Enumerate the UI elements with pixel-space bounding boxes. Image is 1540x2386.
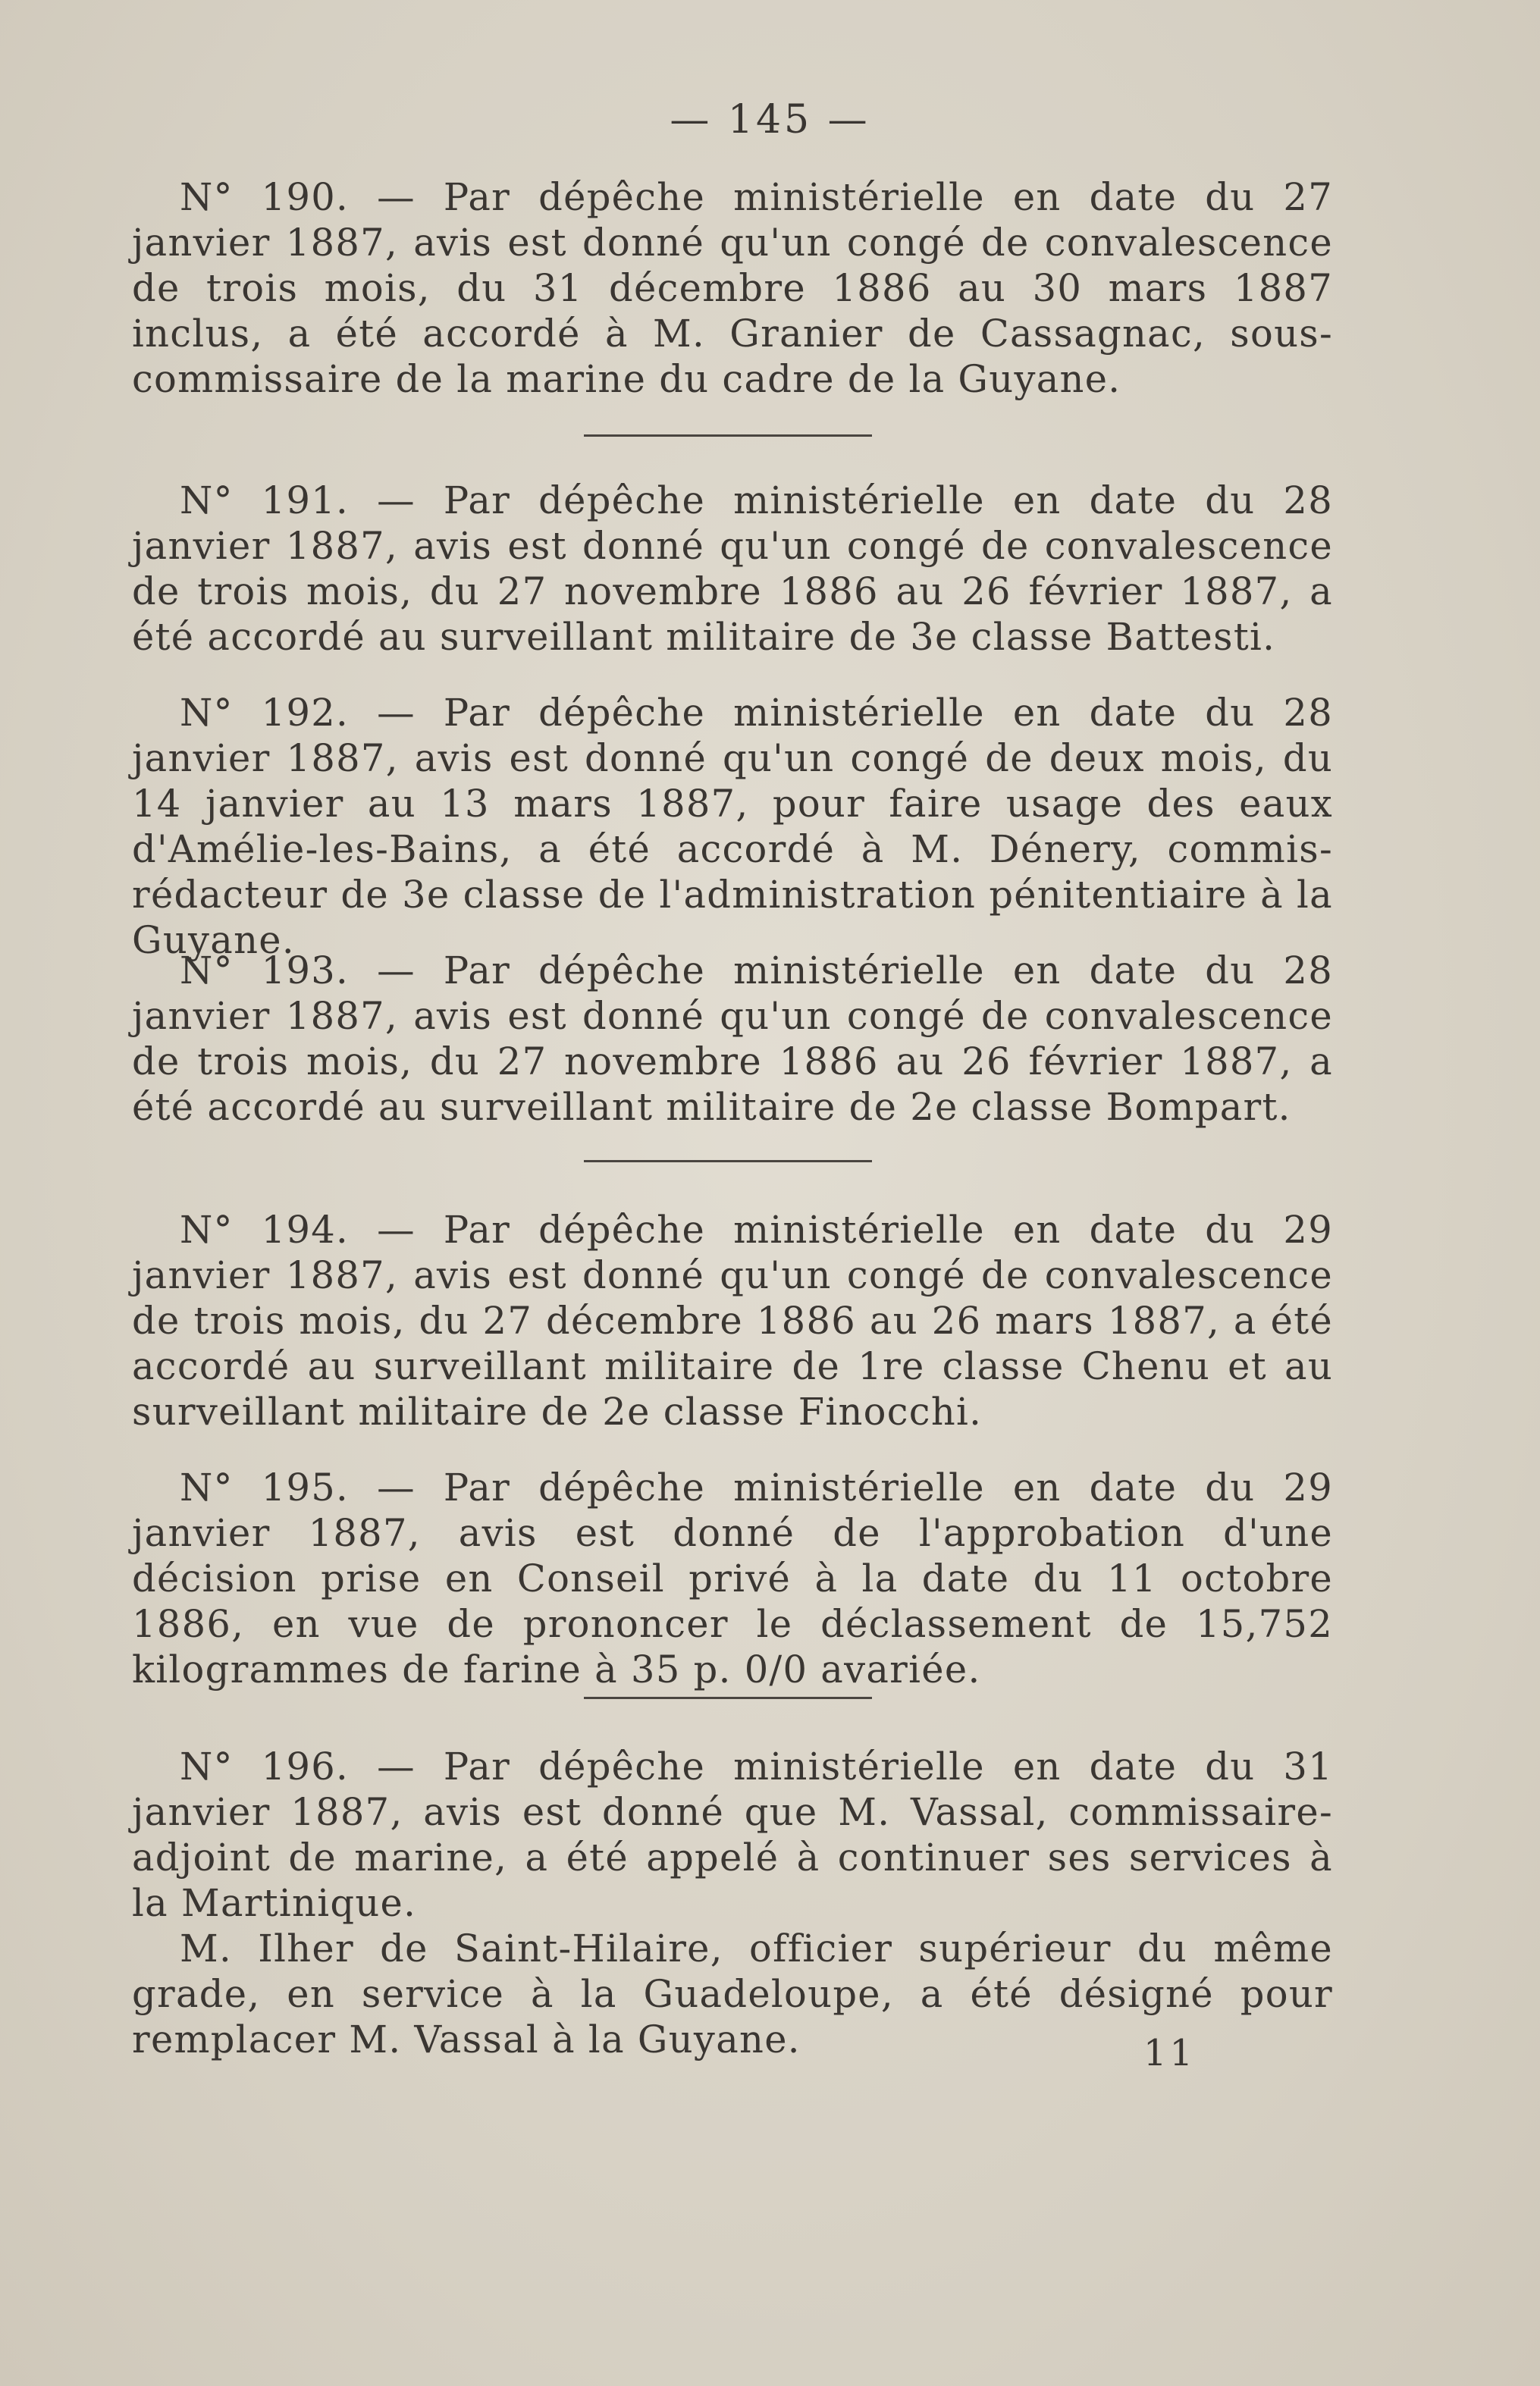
signature-mark: 11 [1143,2032,1197,2074]
entry-paragraph: N° 190. — Par dépêche ministérielle en date du 27 janvier 1887, avis est donné qu'un congé de convalescence de trois mois, du 31 décembre 1886 au 30 mars 1887 inclus, a été accordé à M. Granier de Cassagnac, sous-commissaire de la marine du cadre de la Guyane. [132,175,1333,401]
section-divider [584,1160,872,1162]
entry-paragraph: N° 191. — Par dépêche ministérielle en date du 28 janvier 1887, avis est donné qu'un congé de convalescence de trois mois, du 27 novembre 1886 au 26 février 1887, a été accordé au surveillant militaire de 3e classe Battesti. [132,478,1333,659]
entry-196 [132,1744,1333,2062]
entry-paragraph: N° 196. — Par dépêche ministérielle en date du 31 janvier 1887, avis est donné que M. Vassal, commissaire-adjoint de marine, a été appelé à continuer ses services à la Martinique. [132,1745,1333,1925]
entry-paragraph: M. Ilher de Saint-Hilaire, officier supérieur du même grade, en service à la Guadeloupe, a été désigné pour remplacer M. Vassal à la Guyane. [132,1927,1333,2061]
entry-191 [132,478,1333,660]
entry-192 [132,690,1333,963]
entry-paragraph: N° 193. — Par dépêche ministérielle en date du 28 janvier 1887, avis est donné qu'un congé de convalescence de trois mois, du 27 novembre 1886 au 26 février 1887, a été accordé au surveillant militaire de 2e classe Bompart. [132,948,1333,1129]
entry-paragraph: N° 195. — Par dépêche ministérielle en date du 29 janvier 1887, avis est donné de l'approbation d'une décision prise en Conseil privé à la date du 11 octobre 1886, en vue de prononcer le déclassement de 15,752 kilogrammes de farine à 35 p. 0/0 avariée. [132,1466,1333,1692]
entry-paragraph: N° 194. — Par dépêche ministérielle en date du 29 janvier 1887, avis est donné qu'un congé de convalescence de trois mois, du 27 décembre 1886 au 26 mars 1887, a été accordé au surveillant militaire de 1re classe Chenu et au surveillant militaire de 2e classe Finocchi. [132,1208,1333,1434]
section-divider [584,434,872,437]
page-number: — 145 — [670,97,870,143]
entry-193 [132,948,1333,1130]
entry-190 [132,174,1333,402]
entry-paragraph: N° 192. — Par dépêche ministérielle en date du 28 janvier 1887, avis est donné qu'un congé de deux mois, du 14 janvier au 13 mars 1887, pour faire usage des eaux d'Amélie-les-Bains, a été accordé à M. Dénery, commis-rédacteur de 3e classe de l'administration pénitentiaire à la Guyane. [132,691,1333,962]
section-divider [584,1697,872,1699]
entry-195 [132,1465,1333,1692]
entry-194 [132,1207,1333,1434]
